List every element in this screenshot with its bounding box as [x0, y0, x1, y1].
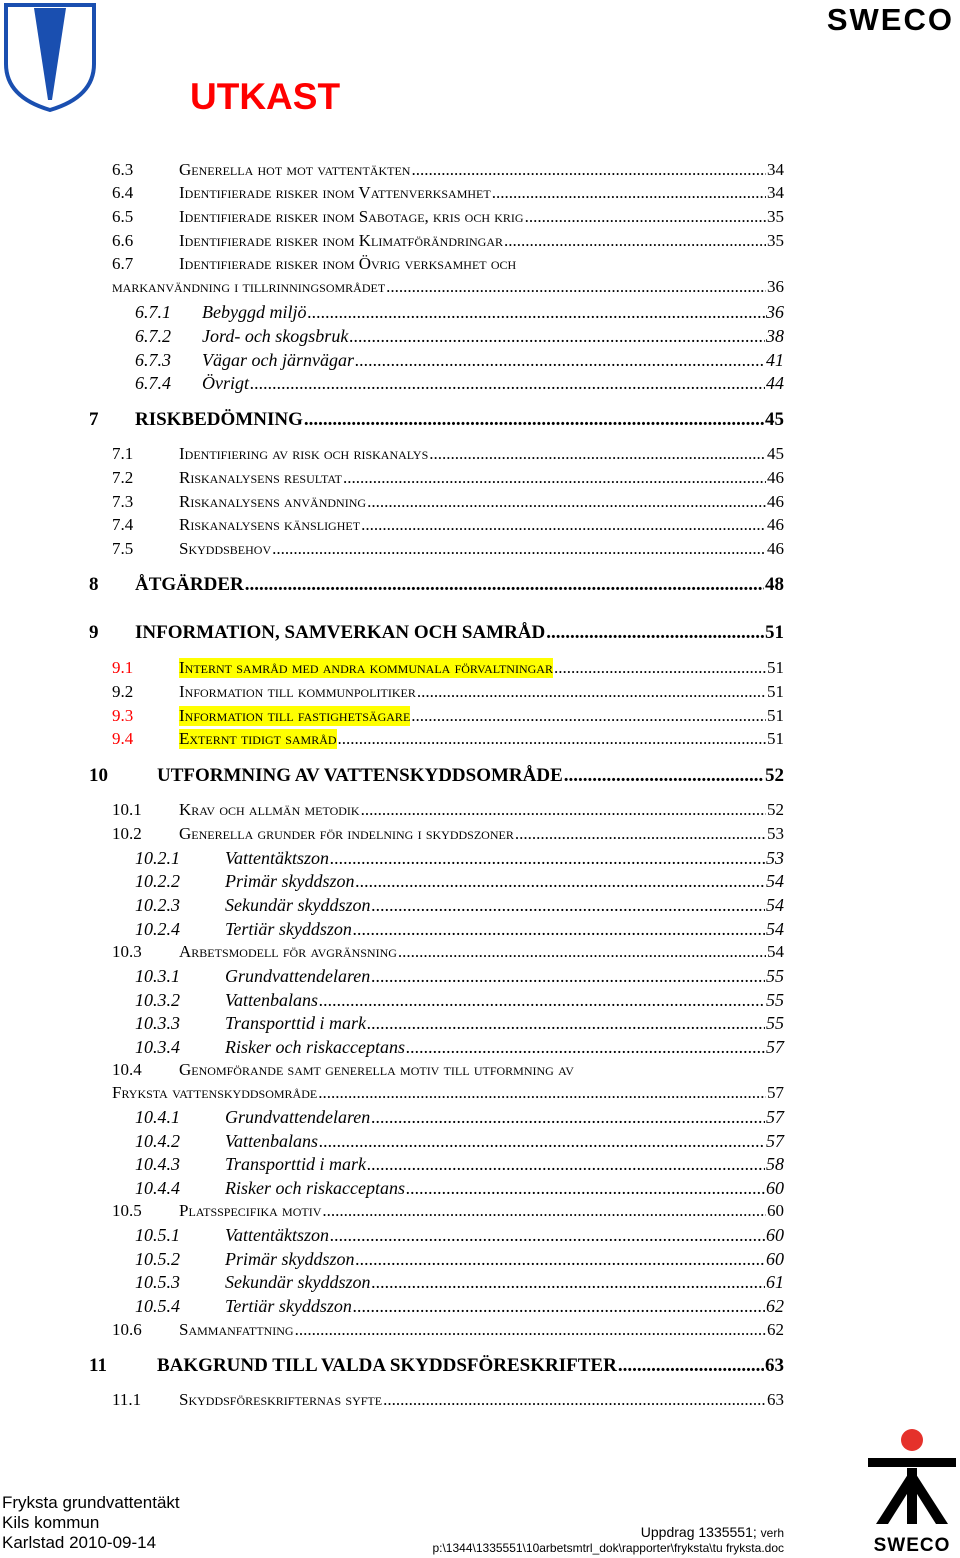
- toc-number: 7.1: [112, 444, 134, 463]
- toc-page-number: 52: [767, 800, 784, 819]
- toc-leader-dots: [367, 492, 766, 512]
- toc-number: 10.5.4: [135, 1296, 180, 1316]
- toc-number: 9.1: [112, 658, 134, 677]
- toc-leader-dots: [371, 1272, 765, 1293]
- toc-leader-dots: [318, 1083, 766, 1103]
- toc-title: Identifierade risker inom Vattenverksamhet: [179, 183, 491, 202]
- toc-leader-dots: [554, 658, 766, 678]
- sweco-footer-logo: [866, 1428, 958, 1556]
- footer-assignment: [641, 1524, 784, 1540]
- toc-entry[interactable]: [112, 824, 784, 848]
- toc-title: Arbetsmodell för avgränsning: [179, 942, 397, 961]
- toc-title: Vägar och järnvägar: [202, 350, 354, 370]
- toc-title: Övrigt: [202, 373, 249, 393]
- toc-leader-dots: [417, 682, 766, 702]
- toc-page-number: 54: [766, 871, 784, 891]
- toc-page-number: 54: [767, 942, 784, 961]
- toc-title: Vattentäktszon: [225, 848, 329, 868]
- toc-entry[interactable]: [112, 1201, 784, 1225]
- toc-title: Internt samråd med andra kommunala förvaltningar: [179, 658, 553, 677]
- toc-leader-dots: [371, 895, 765, 916]
- toc-title: Sekundär skyddszon: [225, 895, 371, 915]
- toc-leader-dots: [411, 160, 766, 180]
- toc-title-continued: markanvändning i tillrinningsområdet: [112, 277, 386, 296]
- toc-page-number: 58: [766, 1154, 784, 1174]
- toc-number: 6.7.4: [135, 373, 171, 393]
- toc-leader-dots: [356, 871, 766, 892]
- toc-leader-dots: [492, 183, 766, 203]
- toc-title: Information till fastighetsägare: [179, 706, 411, 725]
- toc-page-number: 60: [767, 1201, 784, 1220]
- toc-number: 10.5: [112, 1201, 142, 1220]
- toc-leader-dots: [406, 1178, 765, 1199]
- toc-leader-dots: [319, 1131, 765, 1152]
- municipal-shield-logo: [2, 2, 98, 112]
- toc-title: Sammanfattning: [179, 1320, 294, 1339]
- toc-entry[interactable]: [135, 373, 784, 397]
- toc-number: 10.4.3: [135, 1154, 180, 1174]
- toc-leader-dots: [353, 1296, 765, 1317]
- toc-entry[interactable]: [135, 895, 784, 919]
- toc-entry[interactable]: [112, 468, 784, 492]
- toc-title: Tertiär skyddszon: [225, 919, 352, 939]
- toc-page-number: 38: [766, 326, 784, 346]
- toc-entry[interactable]: [112, 183, 784, 207]
- toc-entry[interactable]: [112, 444, 784, 468]
- toc-title: Sekundär skyddszon: [225, 1272, 371, 1292]
- toc-entry[interactable]: [135, 1225, 784, 1249]
- toc-page-number: 51: [767, 706, 784, 725]
- toc-page-number: 34: [767, 183, 784, 202]
- toc-entry[interactable]: [112, 277, 784, 301]
- toc-page-number: 63: [767, 1390, 784, 1409]
- toc-entry[interactable]: [135, 1013, 784, 1037]
- toc-page-number: 46: [767, 492, 784, 511]
- toc-entry[interactable]: [135, 1178, 784, 1202]
- toc-leader-dots: [338, 729, 766, 749]
- toc-page-number: 55: [766, 990, 784, 1010]
- toc-number: 10.3.4: [135, 1037, 180, 1057]
- toc-leader-dots: [319, 990, 765, 1011]
- toc-title: Tertiär skyddszon: [225, 1296, 352, 1316]
- toc-entry[interactable]: [135, 350, 784, 374]
- toc-page-number: 57: [766, 1037, 784, 1057]
- toc-title: Vattenbalans: [225, 1131, 318, 1151]
- draft-label: UTKAST: [190, 76, 341, 117]
- toc-entry[interactable]: [135, 1249, 784, 1273]
- toc-leader-dots: [356, 1249, 766, 1270]
- toc-page-number: 51: [767, 729, 784, 748]
- toc-leader-dots: [349, 326, 765, 347]
- toc-entry[interactable]: [112, 539, 784, 563]
- toc-page-number: 52: [765, 765, 784, 786]
- toc-title: Vattenbalans: [225, 990, 318, 1010]
- toc-page-number: 51: [767, 658, 784, 677]
- toc-leader-dots: [504, 231, 766, 251]
- toc-page-number: 46: [767, 539, 784, 558]
- toc-leader-dots: [330, 848, 765, 869]
- toc-entry[interactable]: [112, 800, 784, 824]
- toc-entry[interactable]: [112, 682, 784, 706]
- toc-title: Identifierade risker inom Övrig verksamhet och: [179, 254, 517, 273]
- toc-entry[interactable]: [112, 942, 784, 966]
- toc-entry-first-line: [112, 1060, 784, 1084]
- toc-entry[interactable]: [135, 919, 784, 943]
- toc-leader-dots: [371, 966, 765, 987]
- toc-title: Jord- och skogsbruk: [202, 326, 349, 346]
- toc-entry[interactable]: [112, 1320, 784, 1344]
- toc-number: 10.4.4: [135, 1178, 180, 1198]
- toc-page-number: 60: [766, 1178, 784, 1198]
- footer-file-path: p:\1344\1335551\10arbetsmtrl_dok\rapporter\fryksta\tu fryksta.doc: [432, 1541, 784, 1555]
- toc-page-number: 48: [765, 574, 784, 595]
- toc-leader-dots: [272, 539, 766, 559]
- toc-leader-dots: [361, 800, 766, 820]
- toc-leader-dots: [353, 919, 765, 940]
- toc-entry[interactable]: [135, 966, 784, 990]
- toc-number: 10.4.2: [135, 1131, 180, 1151]
- toc-page-number: 46: [767, 468, 784, 487]
- toc-number: 10.5.3: [135, 1272, 180, 1292]
- toc-number: 10: [89, 765, 108, 786]
- footer-project-name: Fryksta grundvattentäkt: [2, 1493, 180, 1512]
- toc-entry[interactable]: [135, 1296, 784, 1320]
- toc-page-number: 53: [767, 824, 784, 843]
- toc-title: Skyddsföreskrifternas syfte: [179, 1390, 383, 1409]
- toc-title: Bebyggd miljö: [202, 302, 307, 322]
- toc-leader-dots: [304, 409, 764, 431]
- toc-page-number: 51: [767, 682, 784, 701]
- toc-title: Transporttid i mark: [225, 1154, 367, 1174]
- toc-number: 7.5: [112, 539, 134, 558]
- toc-number: 10.2.3: [135, 895, 180, 915]
- footer-date: Karlstad 2010-09-14: [2, 1533, 157, 1552]
- toc-leader-dots: [355, 350, 765, 371]
- toc-number: 10.3: [112, 942, 142, 961]
- toc-number: 10.5.1: [135, 1225, 180, 1245]
- toc-entry[interactable]: [112, 706, 784, 730]
- toc-page-number: 41: [766, 350, 784, 370]
- toc-title: Riskanalysens användning: [179, 492, 367, 511]
- toc-title: Grundvattendelaren: [225, 1107, 371, 1127]
- toc-leader-dots: [618, 1355, 764, 1377]
- toc-title: Vattentäktszon: [225, 1225, 329, 1245]
- toc-leader-dots: [564, 765, 764, 787]
- toc-page-number: 54: [766, 919, 784, 939]
- toc-number: 10.4: [112, 1060, 142, 1079]
- toc-title: Transporttid i mark: [225, 1013, 367, 1033]
- toc-entry[interactable]: [112, 658, 784, 682]
- toc-number: 11.1: [112, 1390, 142, 1409]
- toc-entry[interactable]: [112, 1083, 784, 1107]
- toc-leader-dots: [546, 622, 764, 644]
- toc-number: 10.2.2: [135, 871, 180, 891]
- toc-page-number: 36: [767, 277, 784, 296]
- toc-page-number: 35: [767, 231, 784, 250]
- toc-entry[interactable]: [135, 302, 784, 326]
- toc-page-number: 61: [766, 1272, 784, 1292]
- toc-leader-dots: [398, 942, 766, 962]
- toc-page-number: 60: [766, 1225, 784, 1245]
- toc-entry[interactable]: [89, 409, 784, 433]
- toc-title: Risker och riskacceptans: [225, 1178, 405, 1198]
- toc-leader-dots: [367, 1013, 765, 1034]
- toc-page-number: 55: [766, 966, 784, 986]
- footer-assignment-label: Uppdrag 1335551;: [640, 1524, 761, 1540]
- toc-title: UTFORMNING AV VATTENSKYDDSOMRÅDE: [157, 765, 563, 786]
- toc-page-number: 45: [767, 444, 784, 463]
- toc-number: 9: [89, 622, 99, 643]
- toc-entry[interactable]: [135, 1154, 784, 1178]
- toc-title: Primär skyddszon: [225, 1249, 355, 1269]
- toc-leader-dots: [322, 1201, 766, 1221]
- toc-title: Generella hot mot vattentäkten: [179, 160, 411, 179]
- toc-number: 10.3.1: [135, 966, 180, 986]
- toc-title: Platsspecifika motiv: [179, 1201, 322, 1220]
- toc-number: 10.2: [112, 824, 142, 843]
- toc-leader-dots: [411, 706, 766, 726]
- toc-page-number: 60: [766, 1249, 784, 1269]
- toc-number: 10.2.4: [135, 919, 180, 939]
- toc-entry[interactable]: [135, 1272, 784, 1296]
- toc-number: 6.4: [112, 183, 134, 202]
- toc-number: 6.7.2: [135, 326, 171, 346]
- toc-entry[interactable]: [89, 574, 784, 598]
- toc-page-number: 53: [766, 848, 784, 868]
- toc-number: 7.4: [112, 515, 134, 534]
- toc-number: 6.6: [112, 231, 134, 250]
- toc-number: 8: [89, 574, 99, 595]
- toc-page-number: 55: [766, 1013, 784, 1033]
- toc-title: Genomförande samt generella motiv till utformning av: [179, 1060, 574, 1079]
- toc-title: ÅTGÄRDER: [135, 574, 244, 595]
- toc-leader-dots: [343, 468, 766, 488]
- toc-leader-dots: [250, 373, 765, 394]
- toc-leader-dots: [367, 1154, 765, 1175]
- toc-entry[interactable]: [89, 1355, 784, 1379]
- toc-entry[interactable]: [135, 1107, 784, 1131]
- toc-entry[interactable]: [135, 990, 784, 1014]
- toc-title: Grundvattendelaren: [225, 966, 371, 986]
- toc-title: RISKBEDÖMNING: [135, 409, 303, 430]
- toc-page-number: 54: [766, 895, 784, 915]
- toc-leader-dots: [383, 1390, 766, 1410]
- toc-leader-dots: [245, 574, 764, 596]
- footer-assignment-suffix: verh: [760, 1526, 784, 1540]
- toc-number: 7: [89, 409, 99, 430]
- toc-title: BAKGRUND TILL VALDA SKYDDSFÖRESKRIFTER: [157, 1355, 617, 1376]
- toc-number: 10.2.1: [135, 848, 180, 868]
- toc-page-number: 46: [767, 515, 784, 534]
- toc-page-number: 34: [767, 160, 784, 179]
- toc-leader-dots: [406, 1037, 765, 1058]
- toc-page-number: 44: [766, 373, 784, 393]
- toc-title: Riskanalysens resultat: [179, 468, 342, 487]
- toc-title: Riskanalysens känslighet: [179, 515, 361, 534]
- toc-entry[interactable]: [89, 622, 784, 646]
- toc-page-number: 57: [766, 1131, 784, 1151]
- toc-title: INFORMATION, SAMVERKAN OCH SAMRÅD: [135, 622, 546, 643]
- toc-number: 10.5.2: [135, 1249, 180, 1269]
- toc-number: 6.7: [112, 254, 134, 273]
- toc-title: Identifiering av risk och riskanalys: [179, 444, 429, 463]
- toc-leader-dots: [515, 824, 766, 844]
- toc-number: 7.2: [112, 468, 134, 487]
- toc-entry[interactable]: [135, 871, 784, 895]
- toc-number: 9.4: [112, 729, 134, 748]
- toc-number: 10.6: [112, 1320, 142, 1339]
- toc-entry[interactable]: [112, 160, 784, 184]
- toc-page-number: 51: [765, 622, 784, 643]
- toc-number: 11: [89, 1355, 107, 1376]
- toc-entry[interactable]: [112, 492, 784, 516]
- toc-leader-dots: [307, 302, 765, 323]
- toc-entry[interactable]: [112, 515, 784, 539]
- toc-leader-dots: [295, 1320, 766, 1340]
- toc-entry[interactable]: [112, 1390, 784, 1414]
- toc-title: Generella grunder för indelning i skyddszoner: [179, 824, 514, 843]
- toc-page-number: 62: [767, 1320, 784, 1339]
- footer-municipality: Kils kommun: [2, 1513, 100, 1532]
- toc-title: Krav och allmän metodik: [179, 800, 360, 819]
- sweco-footer-wordmark: SWECO: [873, 1535, 951, 1556]
- toc-page-number: 57: [766, 1107, 784, 1127]
- toc-page-number: 57: [767, 1083, 784, 1102]
- toc-number: 10.4.1: [135, 1107, 180, 1127]
- toc-number: 6.3: [112, 160, 134, 179]
- sweco-header-logo: SWECO: [826, 2, 954, 37]
- toc-number: 10.3.2: [135, 990, 180, 1010]
- toc-page-number: 63: [765, 1355, 784, 1376]
- toc-number: 9.3: [112, 706, 134, 725]
- toc-number: 10.1: [112, 800, 142, 819]
- toc-entry[interactable]: [135, 1037, 784, 1061]
- toc-title-continued: Fryksta vattenskyddsområde: [112, 1083, 318, 1102]
- toc-entry[interactable]: [135, 848, 784, 872]
- toc-leader-dots: [386, 277, 766, 297]
- toc-title: Skyddsbehov: [179, 539, 272, 558]
- toc-entry[interactable]: [135, 326, 784, 350]
- toc-entry-first-line: [112, 254, 784, 278]
- toc-title: Primär skyddszon: [225, 871, 355, 891]
- toc-number: 6.7.1: [135, 302, 171, 322]
- toc-page-number: 62: [766, 1296, 784, 1316]
- toc-leader-dots: [330, 1225, 765, 1246]
- toc-page-number: 35: [767, 207, 784, 226]
- toc-page-number: 36: [766, 302, 784, 322]
- toc-leader-dots: [525, 207, 766, 227]
- toc-leader-dots: [371, 1107, 765, 1128]
- toc-number: 6.5: [112, 207, 134, 226]
- toc-leader-dots: [429, 444, 766, 464]
- toc-entry[interactable]: [112, 231, 784, 255]
- toc-entry[interactable]: [89, 765, 784, 789]
- toc-title: Risker och riskacceptans: [225, 1037, 405, 1057]
- toc-entry[interactable]: [112, 729, 784, 753]
- toc-title: Identifierade risker inom Klimatförändringar: [179, 231, 504, 250]
- toc-title: Identifierade risker inom Sabotage, kris och krig: [179, 207, 524, 226]
- toc-number: 10.3.3: [135, 1013, 180, 1033]
- toc-leader-dots: [361, 515, 766, 535]
- toc-number: 9.2: [112, 682, 134, 701]
- toc-title: Externt tidigt samråd: [179, 729, 337, 748]
- toc-entry[interactable]: [135, 1131, 784, 1155]
- toc-page-number: 45: [765, 409, 784, 430]
- toc-number: 7.3: [112, 492, 134, 511]
- toc-entry[interactable]: [112, 207, 784, 231]
- toc-title: Information till kommunpolitiker: [179, 682, 416, 701]
- toc-number: 6.7.3: [135, 350, 171, 370]
